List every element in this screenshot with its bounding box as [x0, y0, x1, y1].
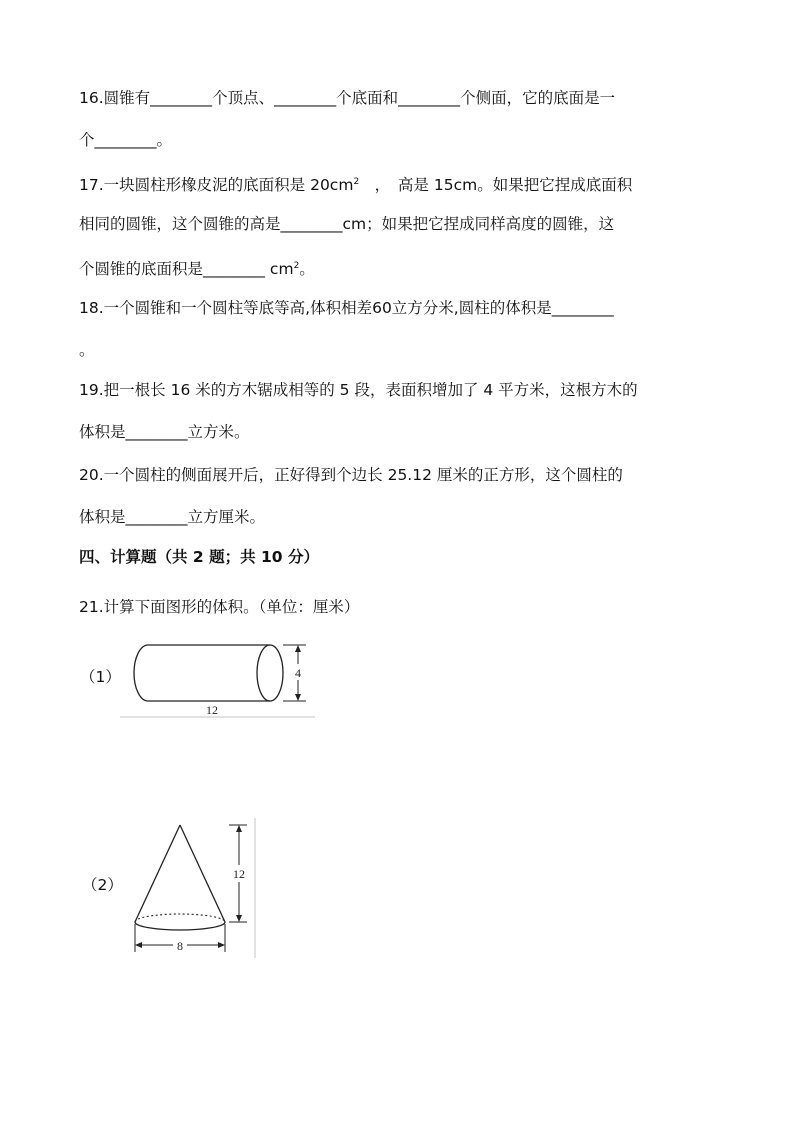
q16-line2: 个________。: [79, 131, 173, 149]
q18-line2: 。: [79, 341, 95, 359]
q17-superscript-2: 2: [293, 261, 300, 271]
figure1-label: （1）: [80, 668, 121, 686]
q17-superscript-1: 2: [353, 177, 360, 187]
q16-line1: 16.圆锥有________个顶点、________个底面和________个侧面，它的底面是一: [79, 89, 616, 107]
cone-figure: [125, 818, 260, 958]
q17-line3: [79, 256, 729, 279]
q17-line3-text-a: 个圆锥的底面积是________ cm: [79, 260, 294, 278]
q20-line2: 体积是________立方厘米。: [79, 508, 266, 526]
q19-line1: 19.把一根长 16 米的方木锯成相等的 5 段，表面积增加了 4 平方米，这根方木的: [79, 381, 638, 399]
cylinder-diameter-label: 4: [295, 666, 301, 680]
q17-line2: 相同的圆锥，这个圆锥的高是________cm；如果把它捏成同样高度的圆锥，这: [79, 215, 615, 233]
q17-line1-text-b: ， 高是 15cm。如果把它捏成底面积: [359, 176, 633, 194]
q21-text: 21.计算下面图形的体积。（单位：厘米）: [79, 598, 360, 616]
cone-diameter-label: 8: [177, 939, 183, 953]
figure2-label: （2）: [82, 876, 123, 894]
q19-line2: 体积是________立方米。: [79, 423, 250, 441]
q17-line1-text-a: 17.一块圆柱形橡皮泥的底面积是 20cm: [79, 176, 354, 194]
q20-line1: 20.一个圆柱的侧面展开后，正好得到个边长 25.12 厘米的正方形，这个圆柱的: [79, 466, 623, 484]
q18-line1: 18.一个圆锥和一个圆柱等底等高,体积相差60立方分米,圆柱的体积是________: [79, 299, 614, 317]
cylinder-length-label: 12: [206, 703, 218, 717]
section-heading: 四、计算题（共 2 题；共 10 分）: [79, 548, 319, 566]
cone-height-label: 12: [233, 867, 245, 881]
q17-line3-text-b: 。: [299, 260, 315, 278]
q17-line1: [79, 172, 729, 195]
cylinder-figure: [120, 635, 315, 720]
